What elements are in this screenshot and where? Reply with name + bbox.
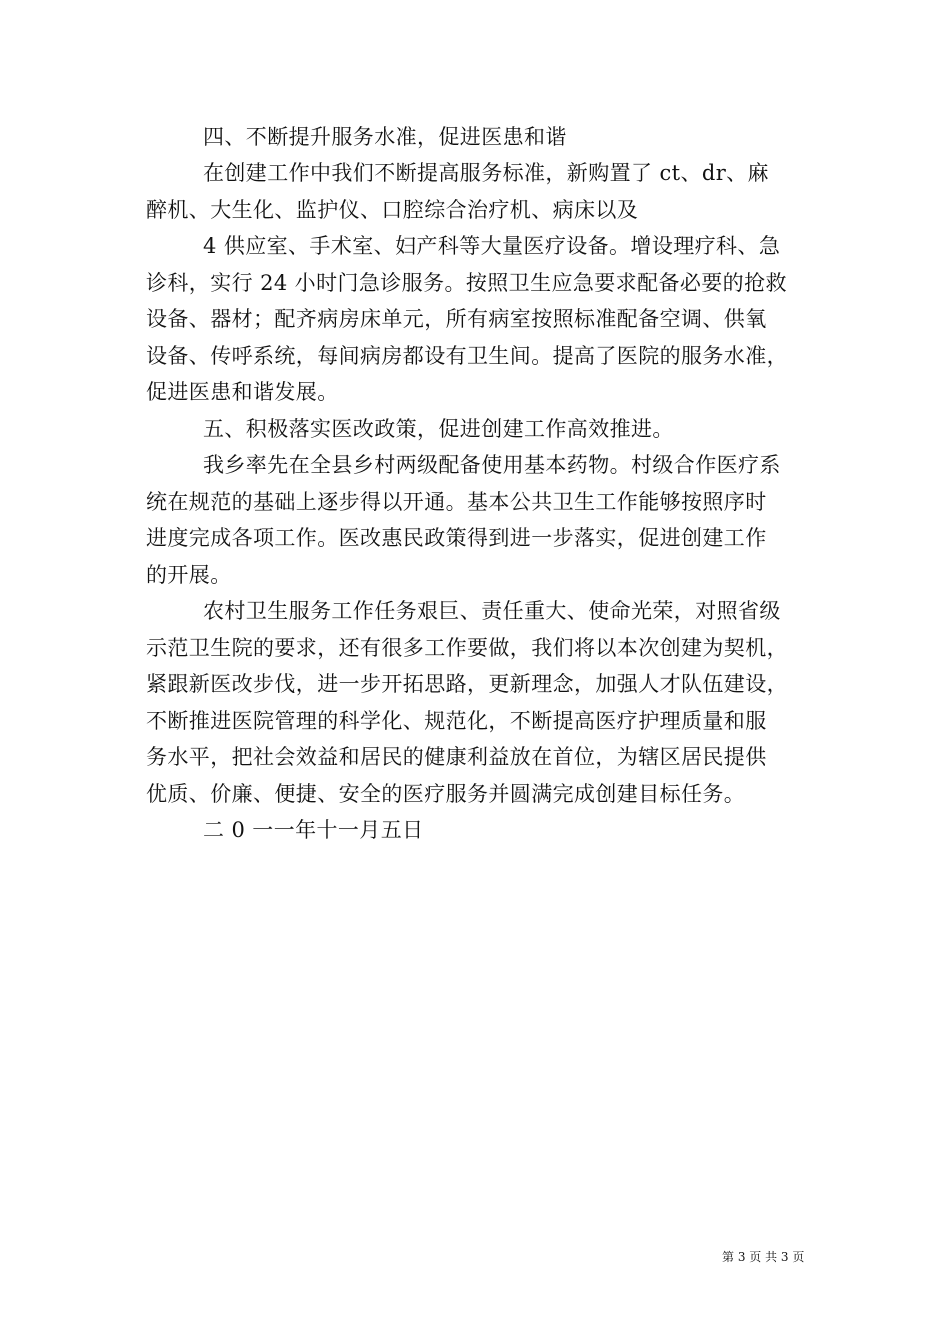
section5-line-1: 我乡率先在全县乡村两级配备使用基本药物。村级合作医疗系 <box>203 453 781 477</box>
section5-heading: 五、积极落实医改政策，促进创建工作高效推进。 <box>203 417 674 441</box>
section4-line-1: 在创建工作中我们不断提高服务标准，新购置了 ct、dr、麻 <box>203 161 769 185</box>
conclusion-line-1: 农村卫生服务工作任务艰巨、责任重大、使命光荣，对照省级 <box>203 599 781 623</box>
section4-line-3: 4 供应室、手术室、妇产科等大量医疗设备。增设理疗科、急 <box>203 234 781 258</box>
conclusion-line-5: 务水平，把社会效益和居民的健康利益放在首位，为辖区居民提供 <box>146 745 767 769</box>
section5-line-2: 统在规范的基础上逐步得以开通。基本公共卫生工作能够按照序时 <box>146 490 767 514</box>
section5-line-4: 的开展。 <box>146 563 232 587</box>
section4-line-6: 设备、传呼系统，每间病房都设有卫生间。提高了医院的服务水准， <box>146 344 788 368</box>
section4-heading: 四、不断提升服务水准，促进医患和谐 <box>203 125 567 149</box>
document-date: 二 0 一一年十一月五日 <box>203 818 424 842</box>
conclusion-line-2: 示范卫生院的要求，还有很多工作要做，我们将以本次创建为契机， <box>146 636 788 660</box>
section4-line-4: 诊科，实行 24 小时门急诊服务。按照卫生应急要求配备必要的抢救 <box>146 271 787 295</box>
section4-line-7: 促进医患和谐发展。 <box>146 380 339 404</box>
section5-line-3: 进度完成各项工作。医改惠民政策得到进一步落实，促进创建工作 <box>146 526 767 550</box>
section4-line-2: 醉机、大生化、监护仪、口腔综合治疗机、病床以及 <box>146 198 639 222</box>
section4-line-5: 设备、器材；配齐病房床单元，所有病室按照标准配备空调、供氧 <box>146 307 767 331</box>
conclusion-line-6: 优质、价廉、便捷、安全的医疗服务并圆满完成创建目标任务。 <box>146 782 746 806</box>
conclusion-line-4: 不断推进医院管理的科学化、规范化，不断提高医疗护理质量和服 <box>146 709 767 733</box>
conclusion-line-3: 紧跟新医改步伐，进一步开拓思路，更新理念，加强人才队伍建设， <box>146 672 788 696</box>
page-indicator: 第 3 页 共 3 页 <box>722 1250 805 1264</box>
